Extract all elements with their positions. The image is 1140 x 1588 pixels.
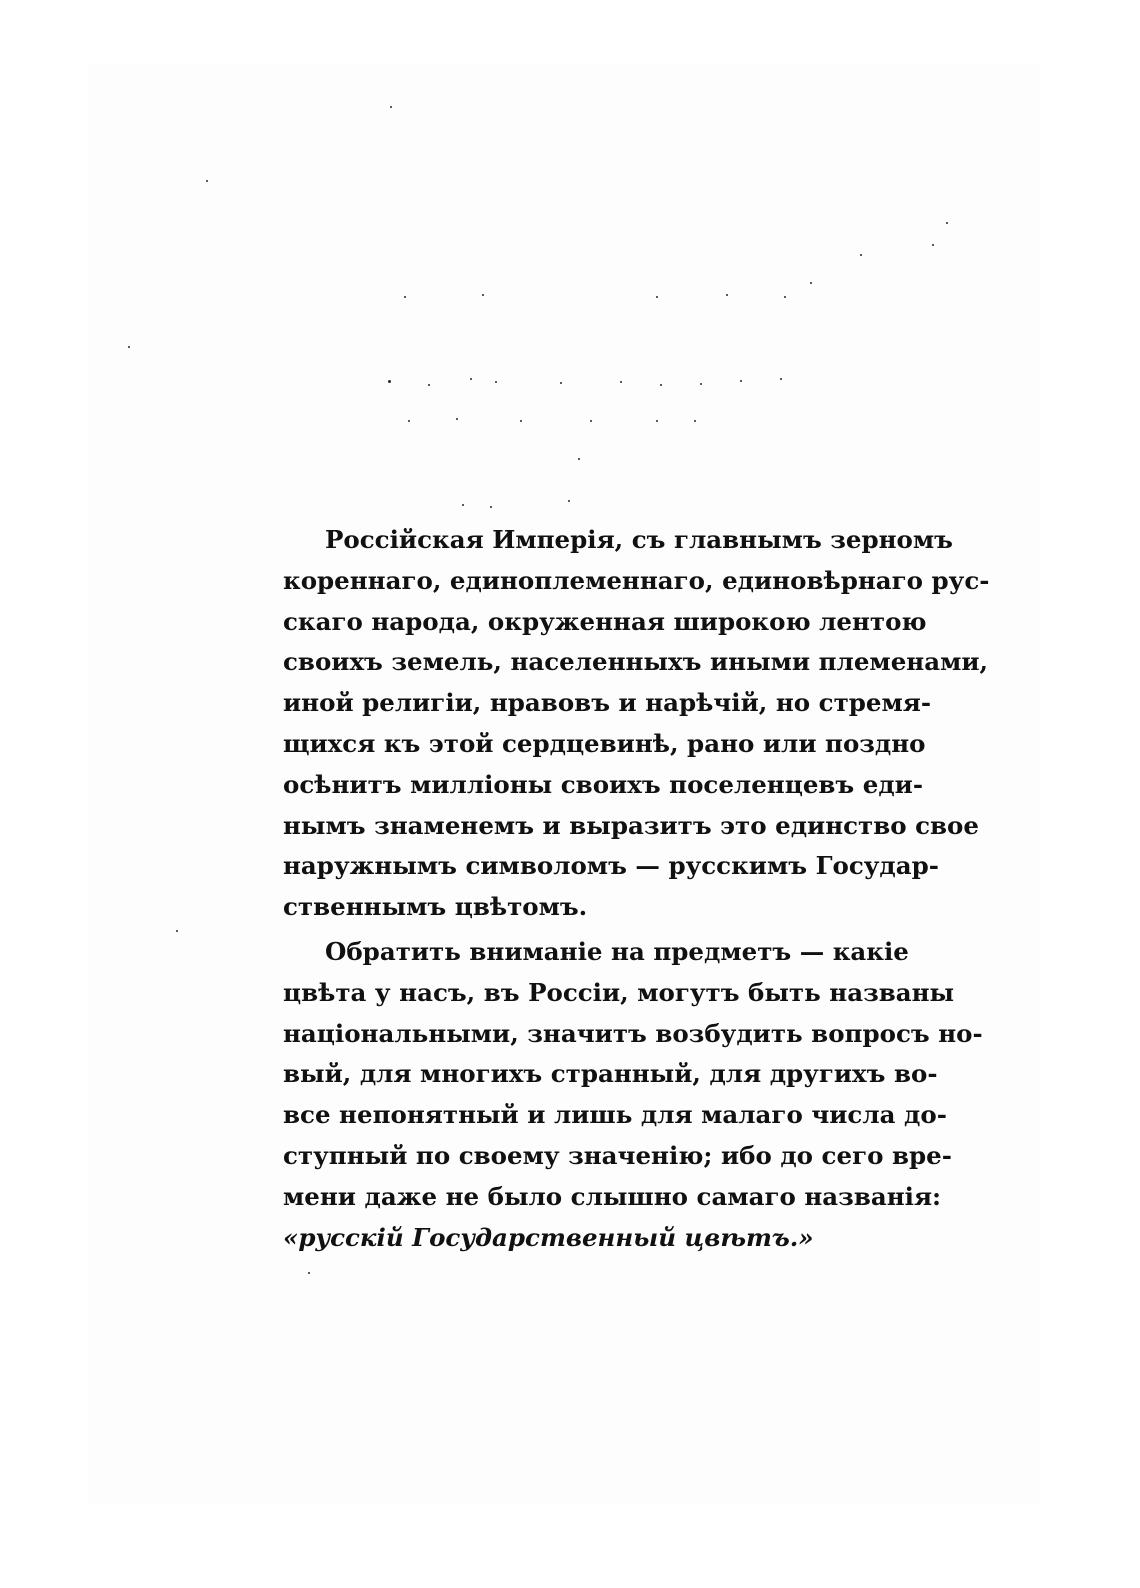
speck [694,420,696,422]
paragraph-2 [283,932,983,1258]
speck [810,282,812,284]
speck [456,418,458,420]
speck [656,296,658,298]
text-line: скаго народа, окруженная широкою лентою [283,606,927,636]
text-line: кореннаго, единоплеменнаго, единовѣрнаго рус- [283,565,990,595]
speck [784,296,786,298]
text-line: своихъ земель, населенныхъ иными племенами, [283,647,989,677]
text-line: Россійская Имперія, съ главнымъ зерномъ [325,525,953,554]
speck [470,378,472,380]
text-line: нымъ знаменемъ и выразитъ это единство свое [283,810,979,840]
speck [490,506,492,508]
speck [656,420,658,422]
speck [408,420,410,422]
speck [578,458,580,460]
speck [428,384,430,386]
speck [128,346,130,348]
speck [520,420,522,422]
body-text [283,520,990,1258]
text-line: иной религіи, нравовъ и нарѣчій, но стремя- [283,688,932,718]
text-line: вый, для многихъ странный, для другихъ во- [283,1059,938,1089]
speck [176,930,178,932]
speck [390,106,392,108]
text-line: ступный по своему значенію; ибо до сего вре- [283,1140,952,1170]
text-line: наружнымъ символомъ — русскимъ Государ- [283,851,939,881]
speck [495,381,497,383]
speck [740,380,742,382]
paragraph-1 [283,520,990,928]
text-line: щихся къ этой сердцевинѣ, рано или поздно [283,728,926,758]
speck [462,504,464,506]
text-line: Обратить вниманіе на предметъ — какіе [325,936,909,966]
text-line: цвѣта у насъ, въ Россіи, могутъ быть названы [283,977,955,1007]
speck [590,420,592,422]
speck [660,384,662,386]
speck [726,294,728,296]
speck [560,382,562,384]
text-line: національными, значитъ возбудить вопросъ но- [283,1018,983,1048]
speck [308,1272,310,1274]
speck [946,222,948,224]
speck [780,378,782,380]
speck [700,383,702,385]
text-line: мени даже не было слышно самаго названія: [283,1181,942,1211]
speck [482,294,484,296]
speck [620,381,622,383]
speck [860,254,862,256]
speck [568,500,570,502]
closing-quote: «русскій Государственный цвѣтъ.» [283,1222,814,1252]
text-line: все непонятный и лишь для малаго числа до- [283,1100,947,1130]
speck [932,244,934,246]
speck [206,180,208,182]
speck [388,380,391,383]
speck [404,296,406,298]
text-line: осѣнитъ милліоны своихъ поселенцевъ еди- [283,769,924,799]
text-line: ственнымъ цвѣтомъ. [283,892,588,922]
